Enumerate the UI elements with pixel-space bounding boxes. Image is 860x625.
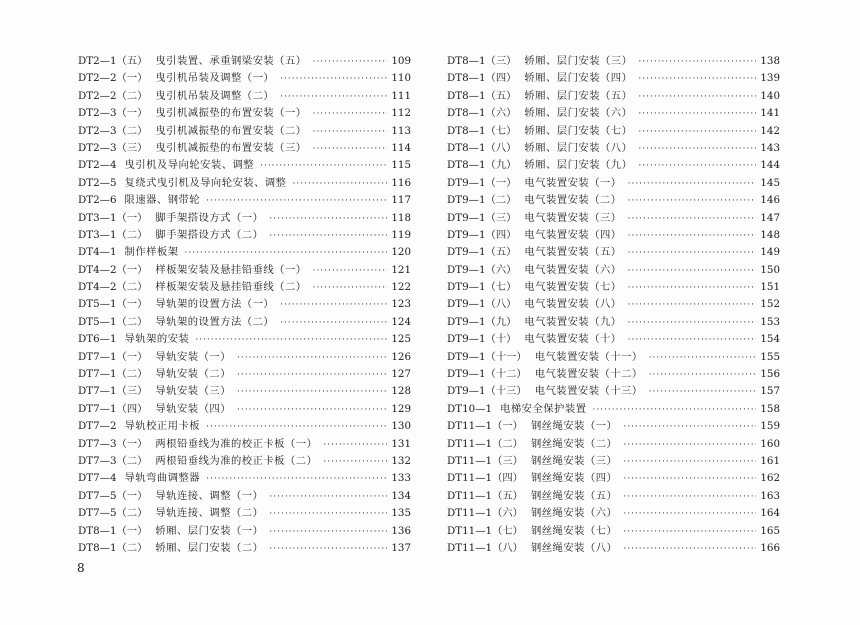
toc-entry[interactable] [78, 418, 411, 435]
toc-entry-page: 161 [760, 454, 780, 467]
toc-entry[interactable] [78, 70, 411, 87]
toc-entry[interactable] [447, 192, 780, 209]
toc-entry-page: 148 [760, 228, 780, 241]
dot-leader [206, 193, 387, 210]
dot-leader [649, 367, 757, 384]
toc-entry-page: 149 [760, 246, 780, 259]
toc-entry-page: 124 [391, 315, 411, 328]
toc-entry-page: 137 [391, 541, 411, 554]
toc-entry-title: 电气装置安装（八） [524, 298, 622, 311]
toc-entry-page: 153 [760, 315, 780, 328]
dot-leader [649, 350, 757, 367]
toc-entry-title: 导轨安装（四） [155, 402, 231, 415]
toc-entry-code: DT9—1（六） [447, 263, 517, 276]
dot-leader [638, 141, 756, 158]
toc-entry-code: DT8—1（六） [447, 107, 517, 120]
toc-entry-title: 两根铅垂线为准的校正卡板（二） [155, 454, 318, 467]
toc-entry-title: 曳引机吊装及调整（二） [155, 89, 275, 102]
toc-entry-page: 152 [760, 298, 780, 311]
toc-entry[interactable] [78, 349, 411, 366]
toc-entry-code: DT11—1（二） [447, 437, 523, 450]
dot-leader [280, 315, 387, 332]
toc-entry[interactable] [78, 383, 411, 400]
toc-entry-page: 146 [760, 194, 780, 207]
toc-entry[interactable] [78, 453, 411, 470]
toc-entry[interactable] [78, 157, 411, 174]
toc-entry-title: 电气装置安装（十一） [534, 350, 643, 363]
dot-leader [638, 89, 756, 106]
dot-leader [638, 71, 756, 88]
toc-entry[interactable] [447, 175, 780, 192]
toc-entry-code: DT11—1（八） [447, 541, 523, 554]
toc-entry-code: DT7—1（一） [78, 350, 148, 363]
toc-entry-page: 159 [760, 420, 780, 433]
toc-entry-title: 两根铅垂线为准的校正卡板（一） [155, 437, 318, 450]
toc-entry-page: 157 [760, 385, 780, 398]
toc-entry[interactable] [447, 436, 780, 453]
toc-entry-page: 144 [760, 159, 780, 172]
toc-entry-code: DT11—1（六） [447, 507, 523, 520]
toc-entry-title: 轿厢、层门安装（一） [155, 524, 264, 537]
toc-entry-page: 121 [391, 263, 411, 276]
toc-entry-page: 145 [760, 176, 780, 189]
toc-entry[interactable] [447, 540, 780, 557]
toc-entry-page: 162 [760, 472, 780, 485]
dot-leader [628, 245, 757, 262]
toc-entry-title: 电气装置安装（四） [524, 228, 622, 241]
toc-entry-title: 电气装置安装（五） [524, 246, 622, 259]
toc-entry-page: 127 [391, 368, 411, 381]
dot-leader [313, 124, 388, 141]
dot-leader [638, 54, 756, 71]
toc-entry-title: 电气装置安装（二） [524, 194, 622, 207]
dot-leader [623, 471, 756, 488]
dot-leader [628, 297, 757, 314]
toc-entry-title: 轿厢、层门安装（七） [524, 124, 633, 137]
toc-entry-title: 钢丝绳安装（七） [530, 524, 618, 537]
toc-entry-code: DT9—1（四） [447, 228, 517, 241]
dot-leader [623, 454, 756, 471]
toc-entry[interactable] [78, 244, 411, 261]
toc-entry[interactable] [78, 192, 411, 209]
toc-entry-code: DT9—1（一） [447, 176, 517, 189]
toc-entry-page: 119 [391, 228, 411, 241]
dot-leader [269, 524, 387, 541]
dot-leader [628, 315, 757, 332]
toc-entry-code: DT9—1（十三） [447, 385, 527, 398]
toc-entry[interactable] [447, 227, 780, 244]
dot-leader [237, 367, 387, 384]
toc-entry[interactable] [78, 105, 411, 122]
toc-entry-code: DT7—1（二） [78, 368, 148, 381]
toc-entry[interactable] [78, 523, 411, 540]
toc-entry-page: 165 [760, 524, 780, 537]
dot-leader [237, 350, 387, 367]
toc-entry-code: DT8—1（一） [78, 524, 148, 537]
toc-entry-title: 限速器、钢带轮 [124, 194, 201, 207]
toc-entry[interactable] [78, 210, 411, 227]
toc-entry-title: 导轨架的设置方法（二） [155, 315, 275, 328]
toc-entry-title: 钢丝绳安装（一） [530, 420, 618, 433]
toc-entry-title: 导轨架的设置方法（一） [155, 298, 275, 311]
toc-entry-code: DT7—1（三） [78, 385, 148, 398]
toc-entry[interactable] [78, 401, 411, 418]
toc-entry-title: 钢丝绳安装（五） [530, 489, 618, 502]
dot-leader [628, 280, 757, 297]
toc-entry-page: 158 [760, 402, 780, 415]
toc-entry-code: DT11—1（三） [447, 454, 523, 467]
toc-entry-page: 123 [391, 298, 411, 311]
toc-entry[interactable] [78, 262, 411, 279]
toc-entry-title: 电梯安全保护装置 [500, 402, 587, 415]
toc-entry[interactable] [447, 88, 780, 105]
dot-leader [185, 245, 388, 262]
dot-leader [649, 384, 757, 401]
toc-entry-title: 轿厢、层门安装（六） [524, 107, 633, 120]
toc-entry-code: DT4—1 [78, 246, 117, 259]
toc-entry-title: 曳引机减振垫的布置安装（二） [155, 124, 307, 137]
toc-entry[interactable] [447, 331, 780, 348]
toc-entry-page: 140 [760, 89, 780, 102]
toc-entry[interactable] [447, 418, 780, 435]
toc-entry-title: 电气装置安装（七） [524, 281, 622, 294]
toc-entry-page: 147 [760, 211, 780, 224]
toc-entry-title: 电气装置安装（一） [524, 176, 622, 189]
toc-entry-code: DT3—1（一） [78, 211, 148, 224]
toc-entry-title: 导轨连接、调整（一） [155, 489, 264, 502]
dot-leader [269, 489, 387, 506]
toc-entry-page: 109 [391, 55, 411, 67]
toc-entry[interactable] [447, 105, 780, 122]
toc-entry-page: 110 [391, 72, 411, 85]
dot-leader [623, 419, 756, 436]
toc-right-column [447, 53, 780, 557]
toc-entry-title: 钢丝绳安装（二） [530, 437, 618, 450]
toc-entry-title: 样板架安装及悬挂铅垂线（二） [155, 281, 307, 294]
toc-entry-title: 钢丝绳安装（八） [530, 541, 618, 554]
toc-entry-title: 钢丝绳安装（四） [530, 472, 618, 485]
toc-entry-page: 116 [391, 176, 411, 189]
dot-leader [628, 332, 757, 349]
toc-entry-title: 电气装置安装（十） [524, 333, 622, 346]
toc-entry-title: 轿厢、层门安装（三） [524, 55, 633, 67]
dot-leader [269, 506, 387, 523]
toc-entry-title: 电气装置安装（十二） [534, 368, 643, 381]
toc-entry-page: 139 [760, 72, 780, 85]
toc-entry[interactable] [447, 523, 780, 540]
toc-entry-page: 155 [760, 350, 780, 363]
toc-entry-page: 150 [760, 263, 780, 276]
toc-entry-title: 轿厢、层门安装（四） [524, 72, 633, 85]
dot-leader [628, 176, 757, 193]
toc-entry-code: DT7—5（二） [78, 507, 148, 520]
toc-entry-page: 156 [760, 368, 780, 381]
toc-entry-code: DT2—3（二） [78, 124, 148, 137]
toc-entry-title: 制作样板架 [124, 246, 179, 259]
toc-entry[interactable] [447, 314, 780, 331]
dot-leader [269, 211, 387, 228]
toc-entry[interactable] [78, 331, 411, 348]
toc-entry[interactable] [78, 279, 411, 296]
toc-entry-page: 160 [760, 437, 780, 450]
dot-leader [269, 228, 387, 245]
toc-entry-code: DT9—1（七） [447, 281, 517, 294]
toc-entry[interactable] [447, 157, 780, 174]
toc-entry-page: 125 [391, 333, 411, 346]
toc-entry[interactable] [447, 383, 780, 400]
dot-leader [313, 263, 388, 280]
toc-entry-code: DT7—1（四） [78, 402, 148, 415]
toc-entry-page: 122 [391, 281, 411, 294]
toc-entry-code: DT8—1（二） [78, 541, 148, 554]
toc-entry-code: DT9—1（十二） [447, 368, 527, 381]
dot-leader [292, 176, 387, 193]
toc-entry-page: 142 [760, 124, 780, 137]
toc-entry[interactable] [78, 296, 411, 313]
toc-entry[interactable] [447, 210, 780, 227]
toc-entry[interactable] [78, 540, 411, 557]
dot-leader [313, 106, 388, 123]
toc-entry-code: DT9—1（三） [447, 211, 517, 224]
dot-leader [628, 228, 757, 245]
toc-entry-code: DT7—3（二） [78, 454, 148, 467]
toc-entry-code: DT11—1（四） [447, 472, 523, 485]
toc-entry-page: 134 [391, 489, 411, 502]
toc-entry[interactable] [78, 227, 411, 244]
toc-entry[interactable] [447, 453, 780, 470]
toc-entry-page: 130 [391, 420, 411, 433]
dot-leader [237, 402, 387, 419]
toc-entry[interactable] [447, 366, 780, 383]
toc-entry-title: 电气装置安装（三） [524, 211, 622, 224]
toc-entry-title: 脚手架搭设方式（一） [155, 211, 264, 224]
toc-entry-code: DT7—5（一） [78, 489, 148, 502]
dot-leader [592, 402, 756, 419]
toc-entry-page: 128 [391, 385, 411, 398]
toc-entry[interactable] [78, 140, 411, 157]
toc-entry-code: DT2—4 [78, 159, 117, 172]
dot-leader [628, 211, 757, 228]
dot-leader [313, 141, 388, 158]
toc-entry-code: DT8—1（三） [447, 55, 517, 67]
toc-entry-code: DT8—1（八） [447, 141, 517, 154]
dot-leader [206, 471, 387, 488]
toc-entry-code: DT3—1（二） [78, 228, 148, 241]
toc-entry-code: DT9—1（二） [447, 194, 517, 207]
toc-entry-title: 导轨校正用卡板 [124, 420, 201, 433]
toc-entry[interactable] [78, 123, 411, 140]
toc-entry-title: 导轨连接、调整（二） [155, 507, 264, 520]
toc-entry-page: 117 [391, 194, 411, 207]
toc-entry-page: 143 [760, 141, 780, 154]
toc-entry-code: DT5—1（二） [78, 315, 148, 328]
toc-entry-title: 钢丝绳安装（六） [530, 507, 618, 520]
toc-entry[interactable] [78, 505, 411, 522]
toc-entry-title: 钢丝绳安装（三） [530, 454, 618, 467]
toc-entry[interactable] [78, 366, 411, 383]
toc-entry-title: 电气装置安装（九） [524, 315, 622, 328]
dot-leader [623, 489, 756, 506]
toc-entry-title: 电气装置安装（十三） [534, 385, 643, 398]
toc-entry-code: DT8—1（五） [447, 89, 517, 102]
toc-entry-code: DT2—2（一） [78, 72, 148, 85]
dot-leader [323, 454, 387, 471]
toc-entry[interactable] [78, 175, 411, 192]
toc-entry-page: 141 [760, 107, 780, 120]
toc-entry-title: 轿厢、层门安装（二） [155, 541, 264, 554]
toc-entry-code: DT2—6 [78, 194, 117, 207]
toc-entry-code: DT11—1（七） [447, 524, 523, 537]
toc-left-column [78, 53, 411, 557]
toc-entry-page: 131 [391, 437, 411, 450]
dot-leader [206, 419, 387, 436]
dot-leader [237, 384, 387, 401]
toc-entry[interactable] [447, 262, 780, 279]
toc-entry-code: DT9—1（十） [447, 333, 517, 346]
toc-entry[interactable] [447, 349, 780, 366]
dot-leader [623, 506, 756, 523]
dot-leader [280, 297, 387, 314]
toc-entry-code: DT4—2（一） [78, 263, 148, 276]
toc-entry-title: 导轨架的安装 [124, 333, 190, 346]
toc-entry-title: 轿厢、层门安装（五） [524, 89, 633, 102]
toc-entry[interactable] [78, 436, 411, 453]
toc-entry-page: 138 [760, 55, 780, 67]
toc-entry-title: 脚手架搭设方式（二） [155, 228, 264, 241]
toc-entry-code: DT9—1（五） [447, 246, 517, 259]
toc-entry-title: 导轨弯曲调整器 [124, 472, 201, 485]
toc-entry-code: DT2—1（五） [78, 55, 148, 67]
page-number: 8 [77, 561, 85, 575]
toc-entry[interactable] [447, 401, 780, 418]
toc-entry-code: DT7—3（一） [78, 437, 148, 450]
toc-entry-code: DT10—1 [447, 402, 493, 415]
toc-entry-title: 轿厢、层门安装（九） [524, 159, 633, 172]
dot-leader [313, 54, 388, 71]
toc-entry-code: DT9—1（十一） [447, 350, 527, 363]
toc-entry[interactable] [78, 314, 411, 331]
toc-entry-page: 164 [760, 507, 780, 520]
toc-entry[interactable] [447, 279, 780, 296]
dot-leader [280, 89, 387, 106]
dot-leader [269, 541, 387, 558]
toc-entry-page: 136 [391, 524, 411, 537]
toc-entry[interactable] [447, 505, 780, 522]
toc-entry-page: 115 [391, 159, 411, 172]
toc-entry-page: 114 [391, 141, 411, 154]
toc-entry[interactable] [78, 53, 411, 70]
toc-entry-code: DT8—1（四） [447, 72, 517, 85]
toc-entry-page: 132 [391, 454, 411, 467]
dot-leader [623, 437, 756, 454]
dot-leader [195, 332, 387, 349]
toc-entry-title: 电气装置安装（六） [524, 263, 622, 276]
toc-entry-page: 111 [391, 89, 411, 102]
toc-entry-title: 复绕式曳引机及导向轮安装、调整 [124, 176, 287, 189]
dot-leader [638, 106, 756, 123]
toc-entry-page: 163 [760, 489, 780, 502]
dot-leader [623, 541, 756, 558]
toc-entry-code: DT2—2（二） [78, 89, 148, 102]
toc-entry-page: 154 [760, 333, 780, 346]
dot-leader [260, 158, 387, 175]
toc-entry-title: 曳引机减振垫的布置安装（三） [155, 141, 307, 154]
dot-leader [623, 524, 756, 541]
toc-entry-title: 样板架安装及悬挂铅垂线（一） [155, 263, 307, 276]
dot-leader [280, 71, 387, 88]
toc-entry[interactable] [78, 488, 411, 505]
toc-entry-title: 导轨安装（二） [155, 368, 231, 381]
toc-entry-code: DT2—3（三） [78, 141, 148, 154]
toc-entry[interactable] [447, 488, 780, 505]
toc-entry[interactable] [78, 88, 411, 105]
toc-entry[interactable] [447, 470, 780, 487]
dot-leader [638, 124, 756, 141]
dot-leader [628, 263, 757, 280]
toc-entry-code: DT11—1（一） [447, 420, 523, 433]
toc-entry-code: DT6—1 [78, 333, 117, 346]
toc-entry-title: 导轨安装（一） [155, 350, 231, 363]
toc-entry[interactable] [78, 470, 411, 487]
toc-entry-page: 120 [391, 246, 411, 259]
toc-entry-page: 113 [391, 124, 411, 137]
toc-entry-page: 166 [760, 541, 780, 554]
toc-entry-page: 133 [391, 472, 411, 485]
toc-entry[interactable] [447, 244, 780, 261]
toc-entry-title: 曳引机吊装及调整（一） [155, 72, 275, 85]
toc-entry-title: 导轨安装（三） [155, 385, 231, 398]
toc-entry-code: DT8—1（九） [447, 159, 517, 172]
toc-entry[interactable] [447, 70, 780, 87]
dot-leader [313, 280, 388, 297]
toc-entry-title: 曳引机及导向轮安装、调整 [124, 159, 255, 172]
dot-leader [628, 193, 757, 210]
toc-entry-code: DT2—3（一） [78, 107, 148, 120]
toc-entry-page: 112 [391, 107, 411, 120]
toc-entry-code: DT8—1（七） [447, 124, 517, 137]
toc-entry-page: 151 [760, 281, 780, 294]
toc-entry-page: 129 [391, 402, 411, 415]
toc-entry-page: 126 [391, 350, 411, 363]
toc-entry-code: DT9—1（九） [447, 315, 517, 328]
toc-entry[interactable] [447, 53, 780, 70]
toc-entry-title: 曳引装置、承重钢梁安装（五） [155, 55, 307, 67]
toc-entry-code: DT5—1（一） [78, 298, 148, 311]
toc-entry-code: DT2—5 [78, 176, 117, 189]
toc-entry-title: 曳引机减振垫的布置安装（一） [155, 107, 307, 120]
toc-entry[interactable] [447, 140, 780, 157]
toc-entry-page: 135 [391, 507, 411, 520]
toc-entry-title: 轿厢、层门安装（八） [524, 141, 633, 154]
toc-entry-code: DT11—1（五） [447, 489, 523, 502]
toc-entry-code: DT4—2（二） [78, 281, 148, 294]
toc-entry[interactable] [447, 123, 780, 140]
toc-entry-page: 118 [391, 211, 411, 224]
dot-leader [638, 158, 756, 175]
toc-entry[interactable] [447, 296, 780, 313]
toc-entry-code: DT7—2 [78, 420, 117, 433]
dot-leader [323, 437, 387, 454]
toc-entry-code: DT9—1（八） [447, 298, 517, 311]
toc-entry-code: DT7—4 [78, 472, 117, 485]
